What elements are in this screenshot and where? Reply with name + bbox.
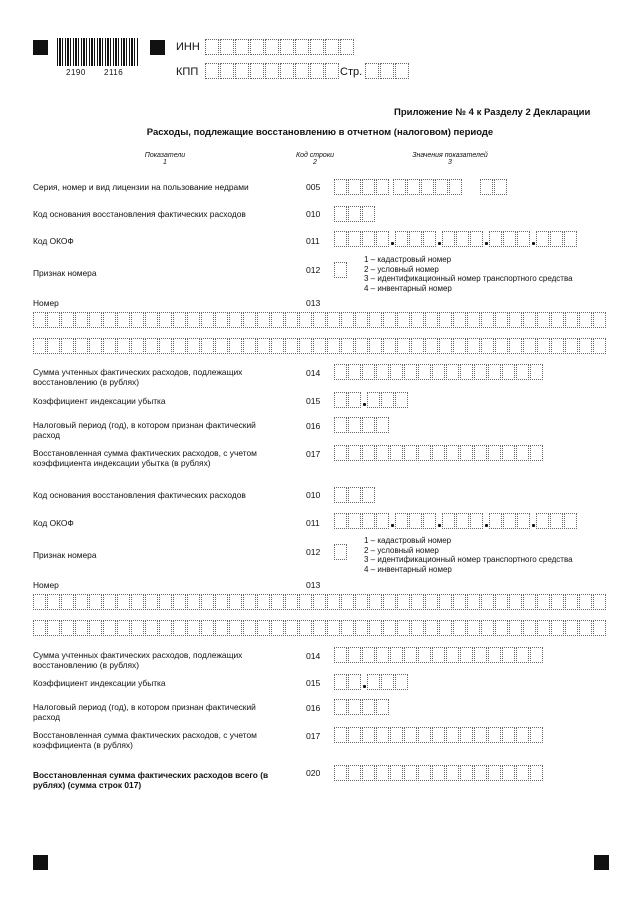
column-header-indicators: Показатели 1 xyxy=(144,152,186,166)
line-code-012-1: 012 xyxy=(306,265,321,275)
license-series-field[interactable] xyxy=(334,179,390,195)
number-field-2a[interactable] xyxy=(33,594,607,610)
line-code-017-2: 017 xyxy=(306,731,321,741)
line-code-015-1: 015 xyxy=(306,396,321,406)
line-code-005: 005 xyxy=(306,182,321,192)
okof-field-2[interactable] xyxy=(334,513,578,529)
basis-code-field-2[interactable] xyxy=(334,487,376,503)
corner-marker-top-left xyxy=(33,40,48,55)
barcode xyxy=(57,38,139,66)
kpp-field[interactable] xyxy=(205,63,340,79)
line-code-017-1: 017 xyxy=(306,449,321,459)
number-sign-field-2[interactable] xyxy=(334,544,348,560)
line-code-014-1: 014 xyxy=(306,368,321,378)
license-number-field[interactable] xyxy=(393,179,463,195)
kpp-label: КПП xyxy=(176,66,199,78)
license-label: Серия, номер и вид лицензии на пользование недрами xyxy=(33,182,249,192)
total-field[interactable] xyxy=(334,765,544,781)
appendix-title: Приложение № 4 к Разделу 2 Декларации xyxy=(394,107,591,118)
period-field-1[interactable] xyxy=(334,417,390,433)
basis-code-field-1[interactable] xyxy=(334,206,376,222)
okof-label-2: Код ОКОФ xyxy=(33,518,74,528)
number-field-1b[interactable] xyxy=(33,338,607,354)
corner-marker-bottom-left xyxy=(33,855,48,870)
number-field-2b[interactable] xyxy=(33,620,607,636)
barcode-number-left: 2190 xyxy=(66,68,86,77)
sum-label-1: Сумма учтенных фактических расходов, подлежащих восстановлению (в рублях) xyxy=(33,367,243,387)
coef-label-2: Коэффициент индексации убытка xyxy=(33,678,166,688)
line-code-013-2: 013 xyxy=(306,580,321,590)
number-label-2: Номер xyxy=(33,580,59,590)
line-code-011-2: 011 xyxy=(306,518,320,528)
basis-code-label-2: Код основания восстановления фактических расходов xyxy=(33,490,246,500)
number-sign-field-1[interactable] xyxy=(334,262,348,278)
column-header-values: Значения показателей 3 xyxy=(412,152,488,166)
coef-field-2[interactable] xyxy=(334,674,409,690)
restored-field-2[interactable] xyxy=(334,727,544,743)
corner-marker-bottom-right xyxy=(594,855,609,870)
line-code-016-1: 016 xyxy=(306,421,321,431)
okof-label-1: Код ОКОФ xyxy=(33,236,74,246)
restored-field-1[interactable] xyxy=(334,445,544,461)
coef-label-1: Коэффициент индексации убытка xyxy=(33,396,166,406)
number-types-list-2: 1 – кадастровый номер 2 – условный номер 3 – идентификационный номер транспортного средства 4 – инвентарный номер xyxy=(364,536,573,574)
column-header-line-code: Код строки 2 xyxy=(295,152,335,166)
line-code-013-1: 013 xyxy=(306,298,321,308)
period-label-2: Налоговый период (год), в котором признан фактический расход xyxy=(33,702,256,722)
page-label: Стр. xyxy=(340,66,363,78)
line-code-012-2: 012 xyxy=(306,547,321,557)
total-label: Восстановленная сумма фактических расходов всего (в рублях) (сумма строк 017) xyxy=(33,770,269,790)
period-field-2[interactable] xyxy=(334,699,390,715)
number-sign-label-1: Признак номера xyxy=(33,268,97,278)
license-type-field[interactable] xyxy=(480,179,508,195)
restored-label-2: Восстановленная сумма фактических расходов, с учетом коэффициента (в рублях) xyxy=(33,730,257,750)
inn-field[interactable] xyxy=(205,39,355,55)
number-types-list-1: 1 – кадастровый номер 2 – условный номер 3 – идентификационный номер транспортного средства 4 – инвентарный номер xyxy=(364,255,573,293)
corner-marker-top-center xyxy=(150,40,165,55)
line-code-020: 020 xyxy=(306,768,321,778)
sum-label-2: Сумма учтенных фактических расходов, подлежащих восстановлению (в рублях) xyxy=(33,650,243,670)
line-code-015-2: 015 xyxy=(306,678,321,688)
restored-label-1: Восстановленная сумма фактических расходов, с учетом коэффициента индексации убытка (в рублях) xyxy=(33,448,257,468)
inn-label: ИНН xyxy=(176,41,200,53)
okof-field-1[interactable] xyxy=(334,231,578,247)
line-code-010-1: 010 xyxy=(306,209,321,219)
page-field[interactable] xyxy=(365,63,410,79)
number-field-1a[interactable] xyxy=(33,312,607,328)
line-code-014-2: 014 xyxy=(306,651,321,661)
basis-code-label-1: Код основания восстановления фактических расходов xyxy=(33,209,246,219)
barcode-number-right: 2116 xyxy=(104,68,124,77)
line-code-010-2: 010 xyxy=(306,490,321,500)
period-label-1: Налоговый период (год), в котором признан фактический расход xyxy=(33,420,256,440)
sum-field-1[interactable] xyxy=(334,364,544,380)
sum-field-2[interactable] xyxy=(334,647,544,663)
line-code-011-1: 011 xyxy=(306,236,320,246)
coef-field-1[interactable] xyxy=(334,392,409,408)
line-code-016-2: 016 xyxy=(306,703,321,713)
number-label-1: Номер xyxy=(33,298,59,308)
number-sign-label-2: Признак номера xyxy=(33,550,97,560)
form-title: Расходы, подлежащие восстановлению в отчетном (налоговом) периоде xyxy=(146,127,494,138)
